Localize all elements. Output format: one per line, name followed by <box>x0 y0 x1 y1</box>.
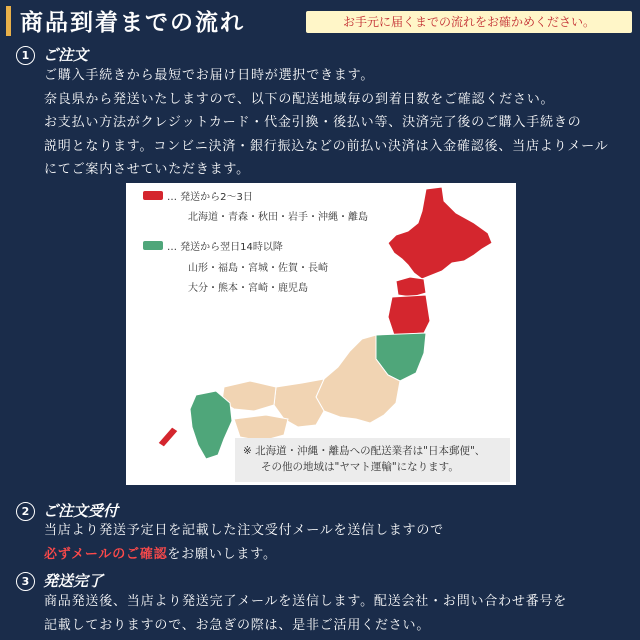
section-1-line: 説明となります。コンビニ決済・銀行振込などの前払い決済は入金確認後、当店よりメール <box>44 138 609 154</box>
section-3-line: 商品発送後、当店より発送完了メールを送信します。配送会社・お問い合わせ番号を <box>44 594 568 609</box>
shipping-carrier-note <box>235 438 510 482</box>
header-badge: お手元に届くまでの流れをお確かめください。 <box>306 11 632 33</box>
legend-red-label: … 発送から2～3日 <box>167 192 253 203</box>
section-2-number: 2 <box>16 502 35 521</box>
section-3-title <box>16 570 103 591</box>
section-3-number: 3 <box>16 572 35 591</box>
legend-green-regions-1: 山形・福島・宮城・佐賀・長崎 <box>188 263 328 274</box>
section-3-line: 記載しておりますので、お急ぎの際は、是非ご活用ください。 <box>44 617 431 633</box>
map-region-okinawa <box>158 427 178 447</box>
section-3-label: 発送完了 <box>43 572 104 590</box>
map-region-kyushu <box>190 391 232 459</box>
legend-green-label: … 発送から翌日14時以降 <box>167 242 283 253</box>
legend-red-regions: 北海道・青森・秋田・岩手・沖縄・離島 <box>188 212 368 223</box>
legend-green-regions-2: 大分・熊本・宮崎・鹿児島 <box>188 283 308 294</box>
section-2-line-2-rest: をお願いします。 <box>167 546 277 562</box>
map-region-akita-iwate <box>388 295 430 335</box>
section-3-text <box>44 590 567 637</box>
page-title: 商品到着までの流れ <box>20 10 245 36</box>
section-1-line: 奈良県から発送いたしますので、以下の配送地域毎の到着日数をご確認ください。 <box>44 91 555 107</box>
section-2-line-1: 当店より発送予定日を記載した注文受付メールを送信しますので <box>44 523 444 538</box>
map-region-hokkaido <box>388 187 492 279</box>
map-region-aomori <box>396 277 426 297</box>
section-1-line: にてご案内させていただきます。 <box>44 162 250 178</box>
section-1-text <box>44 64 609 182</box>
section-1-line: ご購入手続きから最短でお届け日時が選択できます。 <box>44 68 375 83</box>
section-1-title <box>16 44 88 65</box>
section-2-line-2 <box>44 543 444 567</box>
section-1-number: 1 <box>16 46 35 65</box>
section-2-title <box>16 500 118 521</box>
section-1-line: お支払い方法がクレジットカード・代金引換・後払い等、決済完了後のご購入手続きの <box>44 115 582 131</box>
header <box>0 0 640 44</box>
note-line-2: その他の地域は"ヤマト運輸"になります。 <box>261 461 459 473</box>
section-2-text <box>44 519 444 566</box>
section-1-label: ご注文 <box>43 46 89 64</box>
section-2-label: ご注文受付 <box>43 502 119 520</box>
note-line-1: ※ 北海道・沖縄・離島への配送業者は"日本郵便"、 <box>243 445 486 457</box>
mail-confirm-emphasis: 必ずメールのご確認 <box>44 546 168 562</box>
header-accent-bar <box>6 6 11 36</box>
